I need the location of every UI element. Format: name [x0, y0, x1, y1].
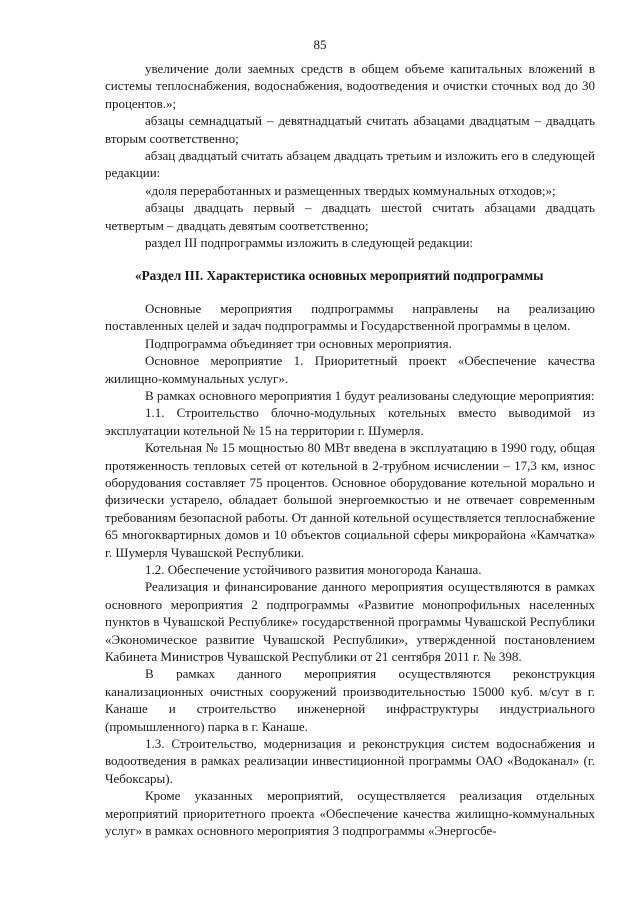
paragraph: Основное мероприятие 1. Приоритетный проект «Обеспечение качества жилищно-коммунальных услуг».: [105, 353, 595, 386]
paragraph: 1.2. Обеспечение устойчивого развития моногорода Канаша.: [145, 561, 482, 577]
paragraph: абзац двадцатый считать абзацем двадцать третьим и изложить его в следующей редакции:: [105, 148, 595, 181]
paragraph: В рамках данного мероприятия осуществляются реконструкция канализационных очистных сооружений производительностью 15000 куб. м/сут в г. Канаше и строительство инженерной инфраструктуры индустриального (промышленного) парка в г. Канаше.: [105, 666, 595, 734]
paragraph: Котельная № 15 мощностью 80 МВт введена в эксплуатацию в 1990 году, общая протяженность тепловых сетей от котельной в 2-трубном исчислении – 17,3 км, износ оборудования составляет 75 процентов. Основное оборудование котельной морально и физически устарело, обладает большой энергоемкостью и не отвечает современным требованиям безопасной работы. От данной котельной осуществляется теплоснабжение 65 многоквартирных домов и 10 объектов социальной сферы микрорайона «Камчатка» г. Шумерля Чувашской Республики.: [105, 440, 595, 560]
paragraph: Подпрограмма объединяет три основных мероприятия.: [145, 335, 452, 351]
section-heading: «Раздел III. Характеристика основных мероприятий подпрограммы: [135, 268, 544, 284]
document-body: [105, 60, 595, 839]
paragraph: раздел III подпрограммы изложить в следующей редакции:: [145, 235, 474, 251]
paragraph: Кроме указанных мероприятий, осуществляется реализация отдельных мероприятий приоритетного проекта «Обеспечение качества жилищно-коммунальных услуг» в рамках основного мероприятия 3 подпрограммы «Энергосбе-: [105, 788, 595, 839]
paragraph: В рамках основного мероприятия 1 будут реализованы следующие мероприятия:: [145, 387, 595, 403]
paragraph: абзацы семнадцатый – девятнадцатый считать абзацами двадцатым – двадцать вторым соответственно;: [105, 113, 595, 146]
page-number: 85: [313, 37, 327, 52]
paragraph: 1.3. Строительство, модернизация и реконструкция систем водоснабжения и водоотведения в рамках реализации инвестиционной программы ОАО «Водоканал» (г. Чебоксары).: [105, 736, 595, 786]
paragraph: абзацы двадцать первый – двадцать шестой считать абзацами двадцать четвертым – двадцать девятым соответственно;: [105, 200, 595, 233]
paragraph: «доля переработанных и размещенных твердых коммунальных отходов;»;: [145, 182, 556, 198]
paragraph: 1.1. Строительство блочно-модульных котельных вместо выводимой из эксплуатации котельной № 15 на территории г. Шумерля.: [105, 405, 595, 438]
paragraph: увеличение доли заемных средств в общем объеме капитальных вложений в системы теплоснабжения, водоснабжения, водоотведения и очистки сточных вод до 30 процентов.»;: [105, 61, 595, 111]
paragraph: Основные мероприятия подпрограммы направлены на реализацию поставленных целей и задач подпрограммы и Государственной программы в целом.: [105, 300, 595, 334]
paragraph: Реализация и финансирование данного мероприятия осуществляются в рамках основного мероприятия 2 подпрограммы «Развитие монопрофильных населенных пунктов в Чувашской Республике» государственной программы Чувашской Республики «Экономическое развитие Чувашской Республики», утвержденной постановлением Кабинета Министров Чувашской Республики от 21 сентября 2011 г. № 398.: [105, 579, 595, 664]
